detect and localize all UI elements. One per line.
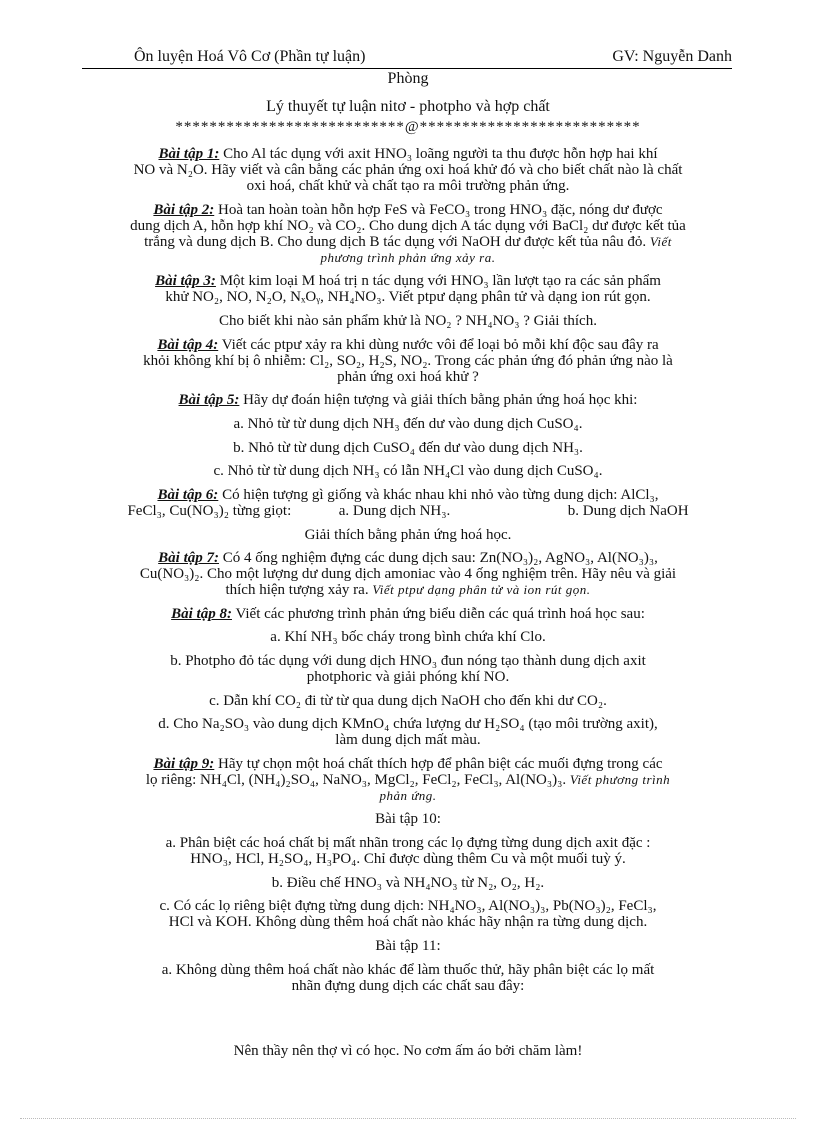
ex7-text1: Có 4 ống nghiệm đựng các dung dịch sau: Zn(NO₃)₂, AgNO₃, Al(NO₃)₃, <box>219 550 658 566</box>
ex3-line1 <box>0 273 816 289</box>
ex2-text3: trắng và dung dịch B. Cho dung dịch B tác dụng với NaOH dư được kết tủa nâu đỏ. <box>144 234 647 250</box>
ex9-line1 <box>0 756 816 772</box>
ex3-label: Bài tập 3: <box>155 273 216 289</box>
ex3-line2: khử NO₂, NO, N₂O, NₓOᵧ, NH₄NO₃. Viết ptpư dạng phân tử và dạng ion rút gọn. <box>165 289 651 305</box>
ex9-text1: Hãy tự chọn một hoá chất thích hợp để phân biệt các muối đựng trong các <box>214 756 663 772</box>
ex4-label: Bài tập 4: <box>157 337 219 353</box>
ex2-text1: Hoà tan hoàn toàn hỗn hợp FeS và FeCO₃ trong HNO₃ đặc, nóng dư được <box>214 202 663 218</box>
header-teacher: GV: Nguyễn Danh <box>612 48 732 65</box>
separator: ***************************@************************** <box>175 119 641 135</box>
ex10-c2: HCl và KOH. Không dùng thêm hoá chất nào khác hãy nhận ra từng dung dịch. <box>168 914 648 930</box>
ex9-line2 <box>0 772 816 788</box>
ex6-line3: Giải thích bằng phản ứng hoá học. <box>304 527 512 543</box>
ex5-b: b. Nhỏ từ từ dung dịch CuSO₄ đến dư vào dung dịch NH₃. <box>233 440 583 456</box>
ex8-a: a. Khí NH₃ bốc cháy trong bình chứa khí Clo. <box>270 629 546 645</box>
ex8-b1: b. Photpho đỏ tác dụng với dung dịch HNO₃ đun nóng tạo thành dung dịch axit <box>170 653 646 669</box>
ex9-text2-italic: Viết phương trình <box>566 772 671 787</box>
ex7-text3-italic: Viết ptpư dạng phân tử và ion rút gọn. <box>368 582 591 597</box>
ex5-label: Bài tập 5: <box>178 392 240 408</box>
ex9-label: Bài tập 9: <box>153 756 215 772</box>
ex3-text1: Một kim loại M hoá trị n tác dụng với HNO₃ lần lượt tạo ra các sản phẩm <box>215 273 661 289</box>
header-teacher-cont: Phòng <box>387 70 429 87</box>
ex4-text1: Viết các ptpư xảy ra khi dùng nước vôi để loại bỏ mỗi khí độc sau đây ra <box>218 337 659 353</box>
ex11-label: Bài tập 11: <box>375 938 441 954</box>
ex10-a2: HNO₃, HCl, H₂SO₄, H₃PO₄. Chỉ được dùng thêm Cu và một muối tuỳ ý. <box>190 851 626 867</box>
ex7-label: Bài tập 7: <box>158 550 220 566</box>
ex1-label: Bài tập 1: <box>158 146 220 162</box>
footer-proverb: Nên thầy nên thợ vì có học. No cơm ấm áo bởi chăm làm! <box>233 1043 583 1059</box>
ex8-label: Bài tập 8: <box>171 606 232 622</box>
header-course: Ôn luyện Hoá Vô Cơ (Phần tự luận) <box>134 48 366 65</box>
ex7-line1 <box>0 550 816 566</box>
ex6-line1 <box>0 487 816 503</box>
ex9-line3: phản ứng. <box>379 788 437 803</box>
ex10-b: b. Điều chế HNO₃ và NH₄NO₃ từ N₂, O₂, H₂. <box>271 875 545 891</box>
ex10-a1: a. Phân biệt các hoá chất bị mất nhãn trong các lọ đựng từng dung dịch axit đặc : <box>165 835 651 851</box>
ex10-c1: c. Có các lọ riêng biệt đựng từng dung dịch: NH₄NO₃, Al(NO₃)₃, Pb(NO₃)₂, FeCl₃, <box>159 898 657 914</box>
ex2-line4: phương trình phản ứng xảy ra. <box>320 250 496 265</box>
ex8-d2: làm dung dịch mất màu. <box>335 732 481 748</box>
ex8-c: c. Dẫn khí CO₂ đi từ từ qua dung dịch NaOH cho đến khi dư CO₂. <box>209 693 607 709</box>
ex4-line2: khỏi không khí bị ô nhiễm: Cl₂, SO₂, H₂S, NO₂. Trong các phản ứng đó phản ứng nào là <box>143 353 673 369</box>
ex2-line3 <box>0 234 816 250</box>
ex6-line2 <box>0 503 816 519</box>
ex5-line1 <box>0 392 816 408</box>
ex1-line3: oxi hoá, chất khử và chất tạo ra môi trường phản ứng. <box>246 178 570 194</box>
ex2-label: Bài tập 2: <box>153 202 215 218</box>
ex8-line1 <box>0 606 816 622</box>
ex9-text2: lọ riêng: NH₄Cl, (NH₄)₂SO₄, NaNO₃, MgCl₂, FeCl₂, FeCl₃, Al(NO₃)₃. <box>145 772 567 788</box>
ex8-text1: Viết các phương trình phản ứng biểu diễn các quá trình hoá học sau: <box>231 606 645 622</box>
ex11-a1: a. Không dùng thêm hoá chất nào khác để làm thuốc thử, hãy phân biệt các lọ mất <box>161 962 655 978</box>
ex10-label: Bài tập 10: <box>375 811 441 827</box>
ex6-text2b: a. Dung dịch NH₃. <box>338 503 451 519</box>
ex2-line2: dung dịch A, hỗn hợp khí NO₂ và CO₂. Cho dung dịch A tác dụng với BaCl₂ dư được kết tủa <box>130 218 686 234</box>
ex2-line1 <box>0 202 816 218</box>
ex8-d1: d. Cho Na₂SO₃ vào dung dịch KMnO₄ chứa lượng dư H₂SO₄ (tạo môi trường axit), <box>158 716 658 732</box>
ex1-line2: NO và N₂O. Hãy viết và cân bằng các phản ứng oxi hoá khử đó và cho biết chất nào là chất <box>133 162 683 178</box>
ex8-b2: photphoric và giải phóng khí NO. <box>306 669 510 685</box>
document-title: Lý thuyết tự luận nitơ - photpho và hợp chất <box>266 98 550 115</box>
ex4-line1 <box>0 337 816 353</box>
ex7-text3: thích hiện tượng xảy ra. <box>225 582 369 598</box>
ex3-line3: Cho biết khi nào sản phẩm khử là NO₂ ? NH₄NO₃ ? Giải thích. <box>219 313 597 329</box>
ex6-text2c: b. Dung dịch NaOH <box>567 503 689 519</box>
page-header <box>82 48 732 69</box>
ex4-line3: phản ứng oxi hoá khử ? <box>337 369 479 385</box>
ex1-text1: Cho Al tác dụng với axit HNO₃ loãng người ta thu được hỗn hợp hai khí <box>219 146 658 162</box>
page-bottom-divider <box>20 1118 796 1119</box>
ex5-c: c. Nhỏ từ từ dung dịch NH₃ có lẫn NH₄Cl vào dung dịch CuSO₄. <box>213 463 603 479</box>
ex7-line3 <box>0 582 816 598</box>
ex5-text1: Hãy dự đoán hiện tượng và giải thích bằng phản ứng hoá học khi: <box>239 392 638 408</box>
ex6-text1: Có hiện tượng gì giống và khác nhau khi nhỏ vào từng dung dịch: AlCl₃, <box>218 487 659 503</box>
ex6-text2a: FeCl₃, Cu(NO₃)₂ từng giọt: <box>127 503 292 519</box>
ex7-line2: Cu(NO₃)₂. Cho một lượng dư dung dịch amoniac vào 4 ống nghiệm trên. Hãy nêu và giải <box>139 566 677 582</box>
ex5-a: a. Nhỏ từ từ dung dịch NH₃ đến dư vào dung dịch CuSO₄. <box>233 416 583 432</box>
ex2-text3-italic: Viết <box>646 234 672 249</box>
ex11-a2: nhãn đựng dung dịch các chất sau đây: <box>291 978 525 994</box>
ex6-label: Bài tập 6: <box>157 487 219 503</box>
ex1-line1 <box>0 146 816 162</box>
